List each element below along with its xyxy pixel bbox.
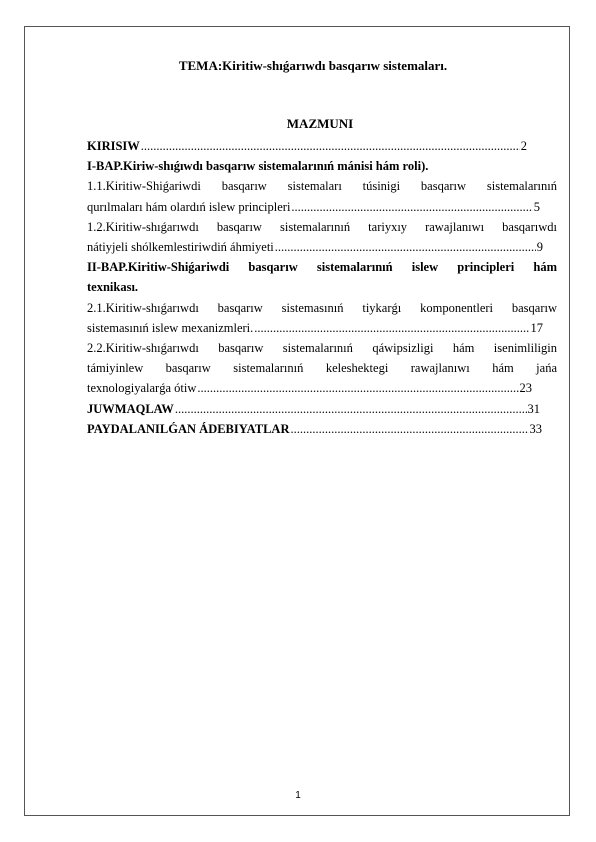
toc-leader	[141, 136, 520, 156]
toc-entry-line: 1.1.Kiritiw-Shiǵariwdi basqarıw sistemaları túsinigi basqarıw sistemalarınıń	[87, 179, 557, 194]
toc-entry-1-2[interactable]	[87, 217, 557, 257]
toc-page-number: 2	[520, 139, 527, 153]
toc-page-number: 33	[529, 421, 542, 436]
toc-entry-line: qurılmaları hám olardıń islew principleri	[87, 199, 291, 214]
toc-entry-2-2[interactable]	[87, 338, 557, 399]
toc-entry-label: JUWMAQLAW	[87, 401, 174, 416]
toc-leader	[175, 399, 527, 419]
toc-leader	[290, 419, 528, 439]
toc-entry-line: texnologiyalarǵa ótiw	[87, 381, 197, 396]
toc-entry-label: PAYDALANILǴAN ÁDEBIYATLAR	[87, 421, 290, 436]
toc-leader	[291, 197, 532, 217]
toc-entry-line: 2.1.Kiritiw-shıǵarıwdı basqarıw sistemasınıń tiykarǵı komponentleri basqarıw	[87, 300, 557, 315]
toc-entry-label: KIRISIW	[87, 139, 140, 153]
document-title: TEMA:Kiritiw-shıǵarıwdı basqarıw sistemaları.	[178, 58, 448, 73]
toc-leader	[275, 237, 536, 257]
toc-entry-line: 1.2.Kiritiw-shıǵarıwdı basqarıw sistemalarınıń tariyxıy rawajlanıwı basqarıwdı	[87, 219, 557, 234]
toc-page-number: 17	[530, 320, 543, 335]
page-number: 1	[295, 790, 301, 801]
toc-chapter-label: texnikası.	[87, 280, 139, 295]
toc-chapter-2[interactable]	[87, 257, 557, 297]
toc-chapter-label: I-BAP.Kiriw-shıǵıwdı basqarıw sistemalarınıń mánisi hám roli).	[87, 159, 429, 174]
toc-entry-paydalanilgan[interactable]	[87, 419, 557, 439]
toc-page-number: 5	[533, 199, 540, 214]
toc-entry-juwmaqlaw[interactable]	[87, 399, 557, 419]
toc-leader	[254, 318, 529, 338]
toc-chapter-1[interactable]	[87, 156, 557, 176]
toc-entry-line: 2.2.Kiritiw-shıǵarıwdı basqarıw sistemalarınıń qáwipsizligi hám isenimliligin	[87, 341, 557, 356]
toc-leader	[197, 378, 518, 398]
toc-entry-2-1[interactable]	[87, 298, 557, 338]
toc-entry-line: sistemasınıń islew mexanizmleri.	[87, 320, 254, 335]
toc-page-number: 23	[519, 381, 532, 396]
table-of-contents	[87, 136, 557, 439]
toc-heading: MAZMUNI	[286, 116, 354, 131]
toc-entry-line: támiyinlew basqarıw sistemalarınıń keleshektegi rawajlanıwı hám jańa	[87, 361, 557, 376]
toc-page-number: 31	[527, 401, 540, 416]
toc-entry-1-1[interactable]	[87, 176, 557, 216]
toc-chapter-label: II-BAP.Kiritiw-Shiǵariwdi basqarıw sistemalarınıń islew principleri hám	[87, 260, 557, 275]
toc-entry-kirisiw[interactable]	[87, 136, 557, 156]
toc-entry-line: nátiyjeli shólkemlestiriwdiń áhmiyeti	[87, 240, 274, 255]
toc-page-number: 9	[536, 240, 543, 255]
